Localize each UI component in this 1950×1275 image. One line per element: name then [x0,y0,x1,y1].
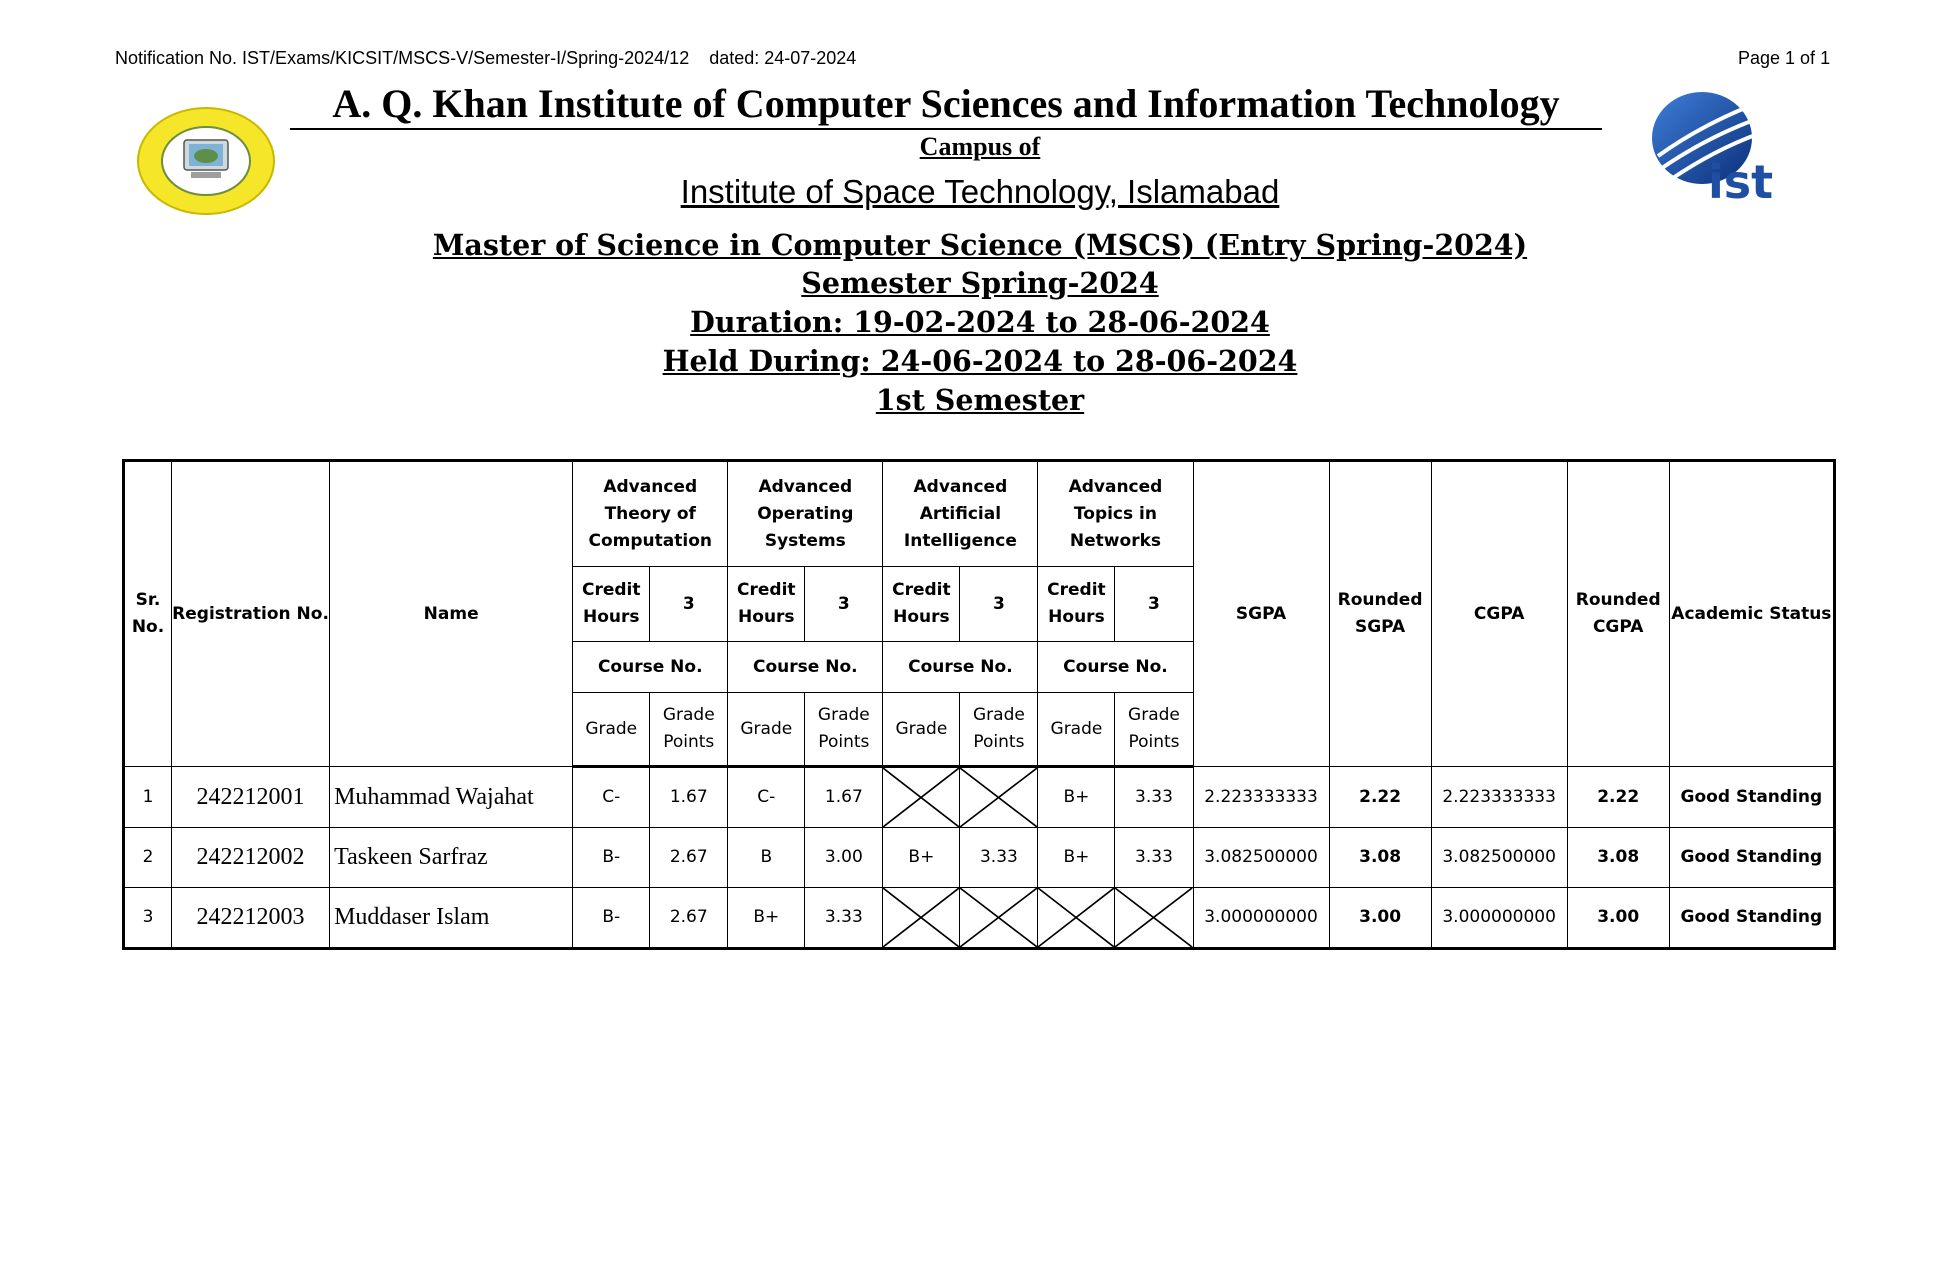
grade-points: 3.33 [960,828,1038,888]
grade-points-label: Grade Points [650,693,728,767]
sgpa: 3.000000000 [1193,888,1329,949]
grade: C- [728,767,805,828]
semester-title: Semester Spring-2024 [801,266,1159,300]
rounded-sgpa: 3.08 [1329,828,1431,888]
table-row [124,888,1835,949]
registration-no: 242212002 [172,828,330,888]
course-3-title: Advanced Artificial Intelligence [883,461,1038,567]
course-no-label: Course No. [883,642,1038,693]
grade-label: Grade [883,693,960,767]
page-number: Page 1 of 1 [1738,48,1831,68]
col-name: Name [330,461,573,767]
col-rounded-cgpa: Rounded CGPA [1567,461,1669,767]
rounded-sgpa: 3.00 [1329,888,1431,949]
academic-status: Good Standing [1669,767,1834,828]
crossed-out-cell [883,888,960,949]
crossed-out-cell [960,888,1038,949]
grade-points: 2.67 [650,888,728,949]
cgpa: 3.082500000 [1431,828,1567,888]
academic-status: Good Standing [1669,828,1834,888]
credit-hours-label: Credit Hours [883,567,960,642]
grade: B [728,828,805,888]
course-1-title: Advanced Theory of Computation [573,461,728,567]
campus-of-label: Campus of [919,132,1041,161]
crossed-out-cell [1115,888,1193,949]
grade-points: 3.00 [805,828,883,888]
grade-label: Grade [728,693,805,767]
rounded-cgpa: 3.08 [1567,828,1669,888]
crossed-out-cell [1038,888,1115,949]
credit-hours-label: Credit Hours [573,567,650,642]
ist-name: Institute of Space Technology, Islamabad [680,173,1280,210]
academic-status: Good Standing [1669,888,1834,949]
student-name: Muhammad Wajahat [330,767,573,828]
ist-logo-text: ist [1708,155,1774,206]
student-name: Muddaser Islam [330,888,573,949]
sr-no: 1 [124,767,172,828]
sr-no: 2 [124,828,172,888]
course-no-label: Course No. [573,642,728,693]
sgpa: 2.223333333 [1193,767,1329,828]
grade-points: 2.67 [650,828,728,888]
student-name: Taskeen Sarfraz [330,828,573,888]
rounded-cgpa: 3.00 [1567,888,1669,949]
grade: B- [573,828,650,888]
course-2-title: Advanced Operating Systems [728,461,883,567]
results-table [122,459,1836,950]
grade: B+ [883,828,960,888]
ist-logo [1640,86,1790,206]
grade-points-label: Grade Points [805,693,883,767]
sgpa: 3.082500000 [1193,828,1329,888]
course-4-title: Advanced Topics in Networks [1038,461,1193,567]
cgpa: 3.000000000 [1431,888,1567,949]
grade: C- [573,767,650,828]
col-registration-no: Registration No. [172,461,330,767]
course-no-label: Course No. [1038,642,1193,693]
crossed-out-cell [960,767,1038,828]
notification-number: Notification No. IST/Exams/KICSIT/MSCS-V/Semester-I/Spring-2024/12 dated: 24-07-2024 [115,48,857,68]
col-rounded-sgpa: Rounded SGPA [1329,461,1431,767]
grade: B+ [728,888,805,949]
grade-points: 1.67 [650,767,728,828]
grade-label: Grade [1038,693,1115,767]
grade-points: 3.33 [1115,767,1193,828]
col-sgpa: SGPA [1193,461,1329,767]
credit-hours-label: Credit Hours [1038,567,1115,642]
duration-line: Duration: 19-02-2024 to 28-06-2024 [690,305,1270,339]
grade-points-label: Grade Points [960,693,1038,767]
col-sr-no: Sr. No. [124,461,172,767]
credit-hours-label: Credit Hours [728,567,805,642]
institute-name: A. Q. Khan Institute of Computer Sciences and Information Technology [290,82,1602,130]
cgpa: 2.223333333 [1431,767,1567,828]
grade-points: 3.33 [805,888,883,949]
semester-number: 1st Semester [875,383,1085,417]
grade: B+ [1038,767,1115,828]
held-during-line: Held During: 24-06-2024 to 28-06-2024 [662,344,1298,378]
grade: B+ [1038,828,1115,888]
course-1-credit: 3 [650,567,728,642]
course-3-credit: 3 [960,567,1038,642]
registration-no: 242212003 [172,888,330,949]
table-row [124,828,1835,888]
program-title: Master of Science in Computer Science (MSCS) (Entry Spring-2024) [432,228,1528,262]
registration-no: 242212001 [172,767,330,828]
sr-no: 3 [124,888,172,949]
course-no-label: Course No. [728,642,883,693]
col-academic-status: Academic Status [1669,461,1834,767]
grade-label: Grade [573,693,650,767]
grade: B- [573,888,650,949]
grade-points: 1.67 [805,767,883,828]
col-cgpa: CGPA [1431,461,1567,767]
table-row [124,767,1835,828]
crossed-out-cell [883,767,960,828]
course-2-credit: 3 [805,567,883,642]
grade-points-label: Grade Points [1115,693,1193,767]
rounded-sgpa: 2.22 [1329,767,1431,828]
rounded-cgpa: 2.22 [1567,767,1669,828]
grade-points: 3.33 [1115,828,1193,888]
course-4-credit: 3 [1115,567,1193,642]
